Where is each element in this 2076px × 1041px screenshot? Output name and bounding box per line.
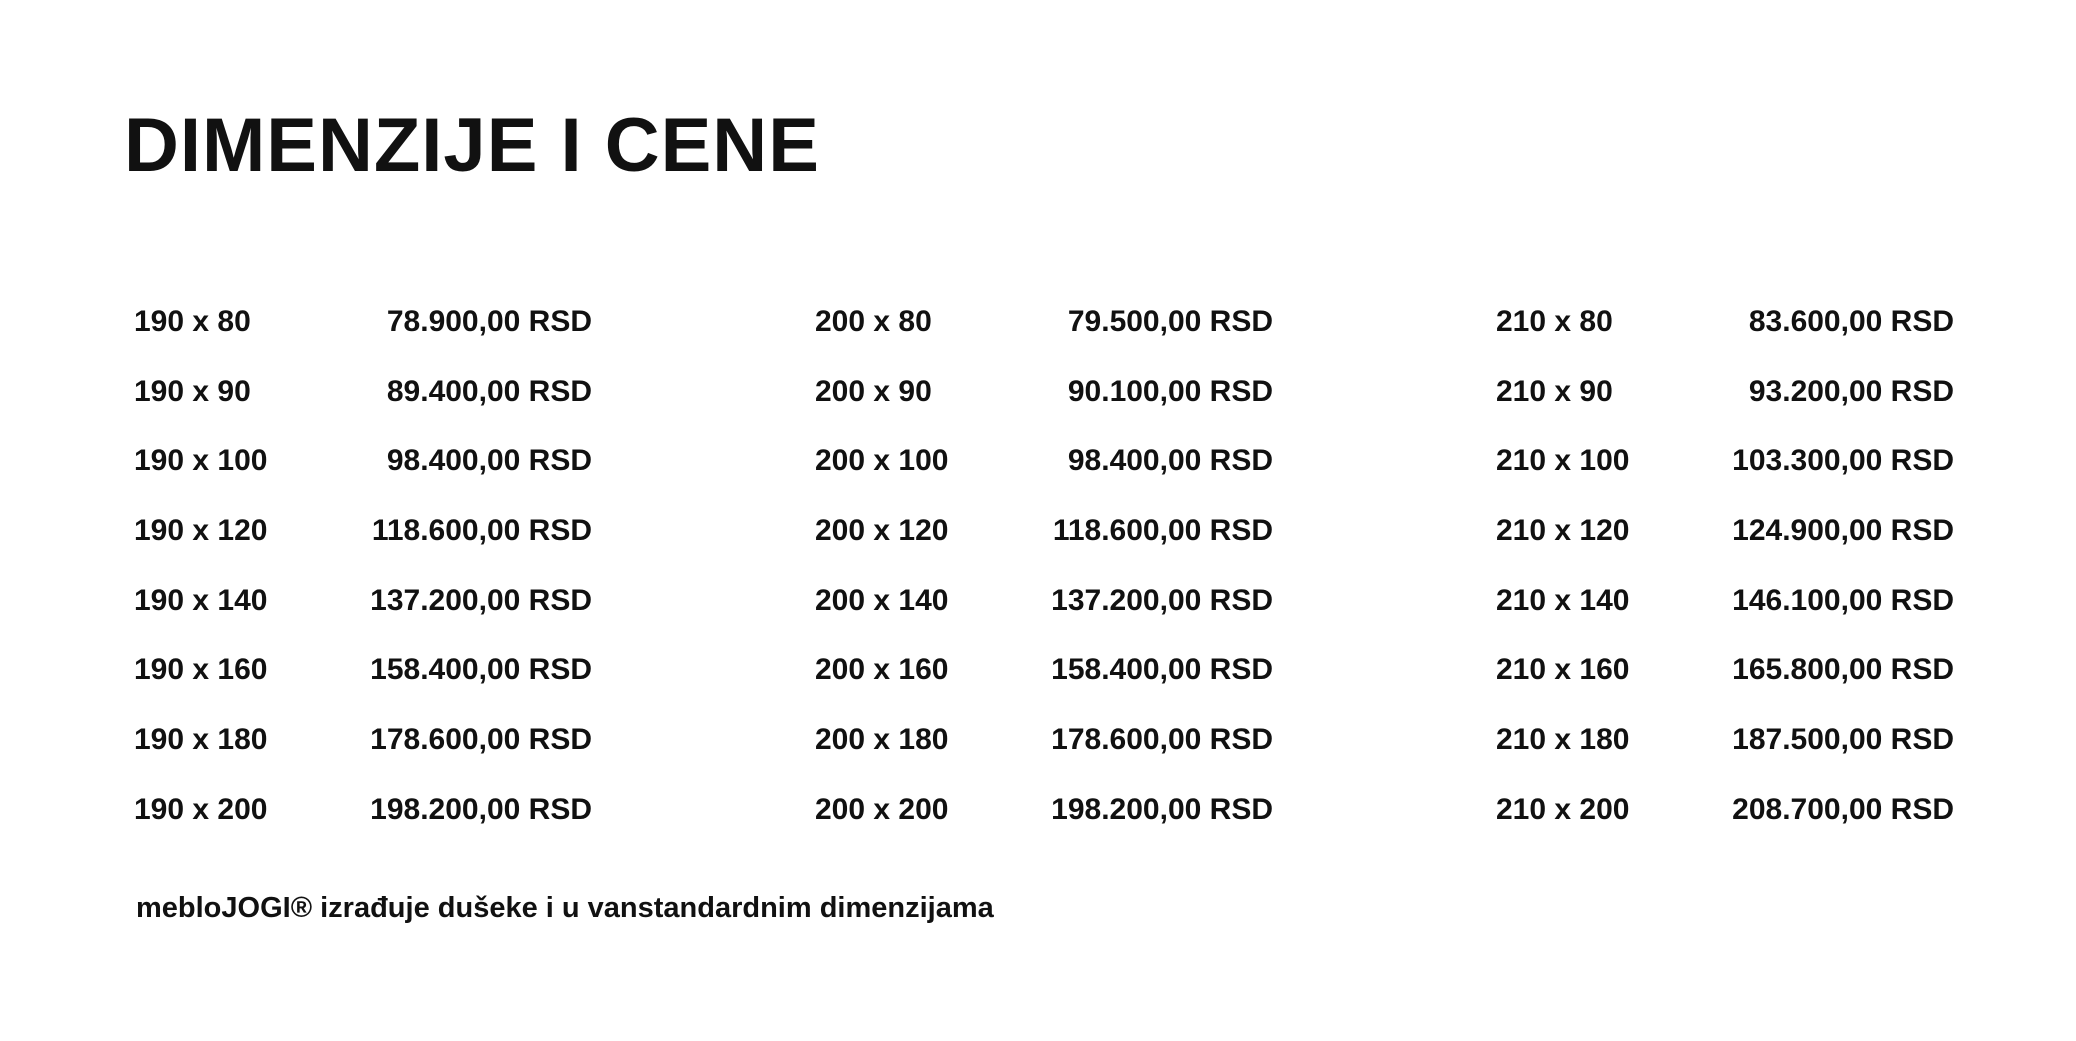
price-row — [134, 433, 592, 503]
dimension-label: 210 x 120 — [1496, 514, 1630, 548]
dimension-label: 200 x 160 — [815, 653, 949, 687]
price-row — [815, 433, 1273, 503]
price-row — [134, 364, 592, 434]
price-value: 198.200,00 RSD — [1051, 792, 1273, 826]
price-value: 79.500,00 RSD — [1067, 305, 1273, 338]
dimension-label: 190 x 100 — [134, 444, 268, 478]
dimension-label: 190 x 80 — [134, 305, 251, 338]
price-row — [815, 294, 1273, 364]
dimension-label: 190 x 180 — [134, 723, 268, 757]
price-row — [815, 642, 1273, 712]
price-table — [134, 294, 1954, 854]
price-row — [1496, 294, 1954, 364]
price-value: 187.500,00 RSD — [1732, 723, 1954, 757]
price-row — [1496, 503, 1954, 573]
page-title: DIMENZIJE I CENE — [124, 103, 820, 188]
price-value: 93.200,00 RSD — [1748, 374, 1954, 408]
price-value: 158.400,00 RSD — [370, 653, 592, 687]
price-value: 137.200,00 RSD — [370, 583, 592, 617]
price-value: 118.600,00 RSD — [371, 514, 592, 548]
price-row — [1496, 642, 1954, 712]
price-value: 98.400,00 RSD — [1067, 444, 1273, 478]
dimension-label: 190 x 140 — [134, 583, 268, 617]
dimension-label: 190 x 200 — [134, 792, 268, 826]
dimension-label: 210 x 180 — [1496, 723, 1630, 757]
price-value: 89.400,00 RSD — [386, 374, 592, 408]
dimension-label: 190 x 160 — [134, 653, 268, 687]
price-row — [1496, 364, 1954, 434]
price-row — [1496, 433, 1954, 503]
price-value: 146.100,00 RSD — [1732, 583, 1954, 617]
dimension-label: 200 x 100 — [815, 444, 949, 478]
price-value: 118.600,00 RSD — [1052, 514, 1273, 548]
price-value: 178.600,00 RSD — [1051, 723, 1273, 757]
price-value: 165.800,00 RSD — [1732, 653, 1954, 687]
dimension-label: 200 x 90 — [815, 374, 932, 408]
dimension-label: 200 x 120 — [815, 514, 949, 548]
price-value: 103.300,00 RSD — [1732, 444, 1954, 478]
price-row — [134, 712, 592, 782]
dimension-label: 190 x 90 — [134, 374, 251, 408]
price-value: 137.200,00 RSD — [1051, 583, 1273, 617]
price-row — [815, 503, 1273, 573]
dimension-label: 200 x 180 — [815, 723, 949, 757]
price-column-190 — [134, 294, 592, 852]
price-value: 98.400,00 RSD — [386, 444, 592, 478]
price-row — [815, 712, 1273, 782]
price-value: 198.200,00 RSD — [370, 792, 592, 826]
price-row — [134, 503, 592, 573]
dimension-label: 210 x 140 — [1496, 583, 1630, 617]
price-value: 178.600,00 RSD — [370, 723, 592, 757]
price-row — [134, 782, 592, 852]
price-row — [815, 782, 1273, 852]
price-row — [815, 573, 1273, 643]
price-row — [1496, 782, 1954, 852]
dimension-label: 210 x 100 — [1496, 444, 1630, 478]
price-row — [1496, 573, 1954, 643]
price-row — [134, 294, 592, 364]
dimension-label: 210 x 200 — [1496, 792, 1630, 826]
price-row — [134, 642, 592, 712]
dimension-label: 200 x 200 — [815, 792, 949, 826]
dimension-label: 190 x 120 — [134, 514, 268, 548]
price-column-210 — [1496, 294, 1954, 852]
dimension-label: 200 x 80 — [815, 305, 932, 338]
price-value: 124.900,00 RSD — [1732, 514, 1954, 548]
price-column-200 — [815, 294, 1273, 852]
price-value: 83.600,00 RSD — [1748, 305, 1954, 338]
price-row — [134, 573, 592, 643]
price-value: 208.700,00 RSD — [1732, 792, 1954, 826]
price-row — [815, 364, 1273, 434]
price-row — [1496, 712, 1954, 782]
price-value: 90.100,00 RSD — [1067, 374, 1273, 408]
price-value: 158.400,00 RSD — [1051, 653, 1273, 687]
price-value: 78.900,00 RSD — [386, 305, 592, 338]
dimension-label: 200 x 140 — [815, 583, 949, 617]
dimension-label: 210 x 80 — [1496, 305, 1613, 338]
dimension-label: 210 x 90 — [1496, 374, 1613, 408]
custom-dimensions-note: mebloJOGI® izrađuje dušeke i u vanstandardnim dimenzijama — [136, 892, 994, 924]
dimension-label: 210 x 160 — [1496, 653, 1630, 687]
